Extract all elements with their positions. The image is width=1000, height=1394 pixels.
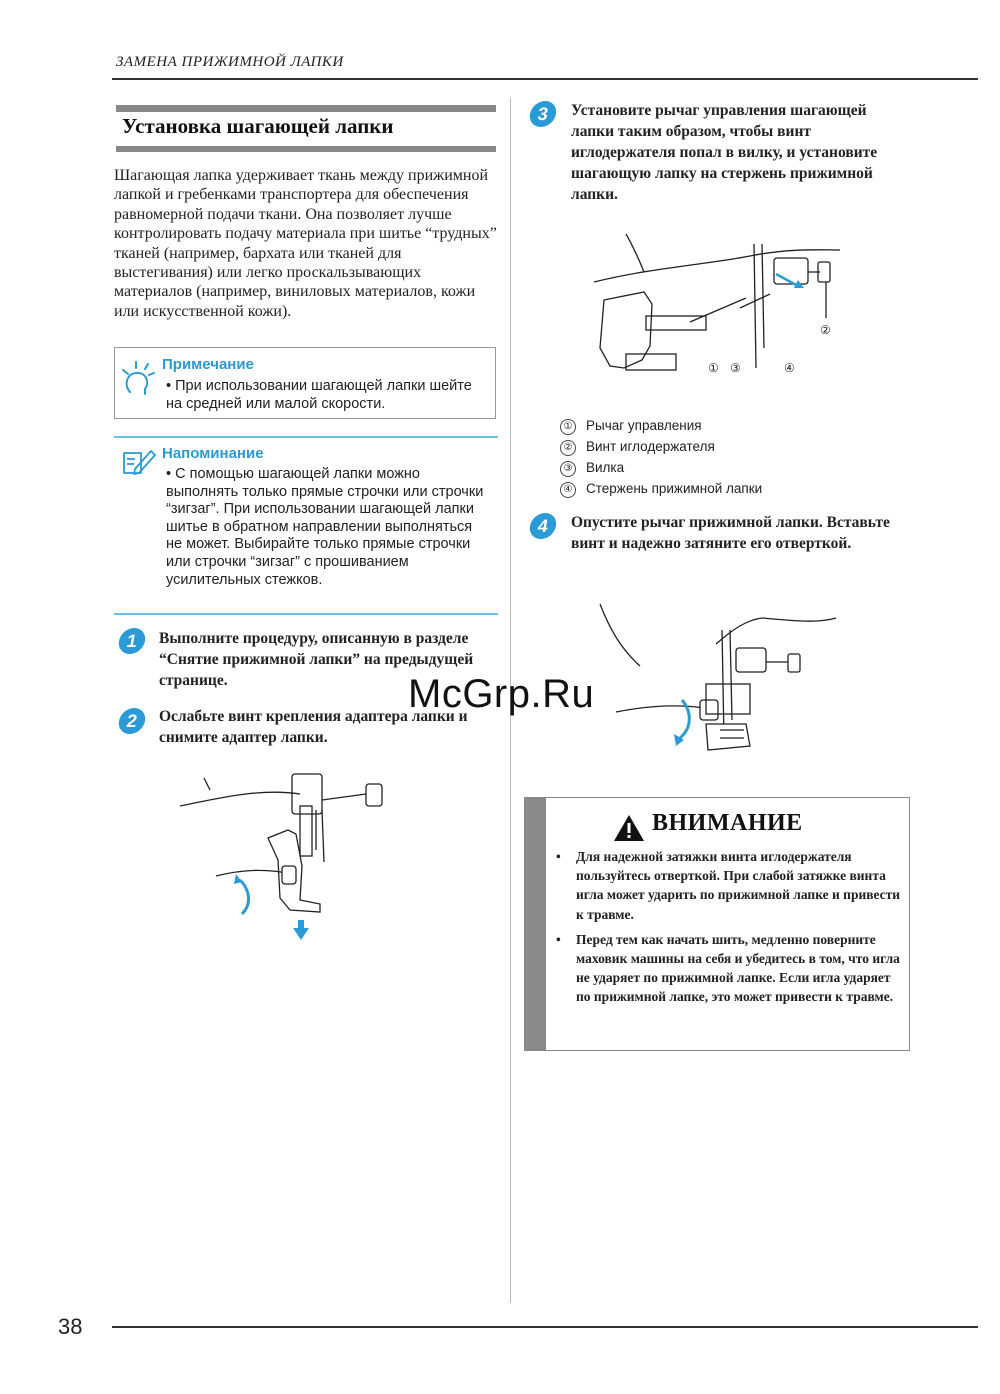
note-title: Примечание	[162, 356, 254, 373]
step-2-text: Ослабьте винт крепления адаптера лапки и снимите адаптер лапки.	[159, 708, 468, 746]
step-1-badge: 1	[117, 628, 148, 654]
lightbulb-icon	[120, 360, 158, 400]
step-4-text: Опустите рычаг прижимной лапки. Вставьте винт и надежно затяните его отверткой.	[571, 514, 890, 552]
legend-label: Рычаг управления	[586, 418, 702, 433]
figure-tighten-screw	[596, 600, 846, 770]
caution-title: ВНИМАНИЕ	[652, 810, 803, 836]
section-title: Установка шагающей лапки	[122, 114, 394, 138]
legend-item	[560, 439, 715, 456]
callout-4: ④	[784, 361, 795, 375]
reminder-title: Напоминание	[162, 445, 264, 462]
caution-bullet: •	[556, 931, 561, 947]
legend-num: ②	[560, 440, 576, 456]
legend-num: ④	[560, 482, 576, 498]
step-4-badge: 4	[528, 513, 559, 539]
section-bar-bottom	[116, 146, 496, 152]
caution-item-text: Для надежной затяжки винта иглодержателя пользуйтесь отверткой. При слабой затяжке винта игла может ударить по прижимной лапке и привести к травме.	[576, 849, 901, 922]
reminder-text: • С помощью шагающей лапки можно выполнять только прямые строчки или строчки “зигзаг”. При использовании шагающей лапки шитье в обратном направлении выполняться не может. Выбирайте только прямые строчки или строчки “зигзаг” с прошиванием усилительных стежков.	[166, 466, 484, 588]
page-number: 38	[58, 1314, 83, 1339]
section-bar-top	[116, 105, 496, 112]
step-1-text: Выполните процедуру, описанную в разделе “Снятие прижимной лапки” на предыдущей странице.	[159, 630, 474, 689]
footer-rule	[112, 1326, 978, 1328]
caution-item-text: Перед тем как начать шить, медленно поверните маховик машины на себя и убедитесь в том, что игла не ударяет по прижимной лапке. Если игла ударяет по прижимной лапке, это может привести к травме.	[576, 931, 900, 1005]
legend-item	[560, 460, 624, 477]
intro-paragraph: Шагающая лапка удерживает ткань между прижимной лапкой и гребенками транспортера для обеспечения равномерной подачи ткани. Она позволяет лучше контролировать подачу материала при шитье “трудных” тканей (например, бархата или тканей для выстегивания) или легко проскальзывающих материалов (например, виниловых материалов, кожи или искусственной кожи).	[114, 167, 497, 320]
step-3-text: Установите рычаг управления шагающей лапки таким образом, чтобы винт иглодержателя попал в вилку, и установите шагающую лапку на стержень прижимной лапки.	[571, 102, 878, 203]
legend-label: Винт иглодержателя	[586, 439, 715, 454]
legend-num: ①	[560, 419, 576, 435]
callout-3: ③	[730, 361, 741, 375]
legend-label: Стержень прижимной лапки	[586, 481, 763, 496]
figure-install-walking-foot	[590, 228, 850, 388]
step-3-badge: 3	[528, 101, 559, 127]
caution-side-strip	[525, 798, 546, 1050]
callout-1: ①	[708, 361, 719, 375]
caution-bullet: •	[556, 849, 561, 864]
reminder-rule-top	[114, 436, 498, 438]
figure-remove-adapter	[180, 770, 400, 950]
reminder-rule-bottom	[114, 613, 498, 615]
memo-pencil-icon	[121, 447, 157, 477]
watermark: McGrp.Ru	[408, 672, 595, 716]
header-rule	[112, 78, 978, 80]
warning-triangle-icon	[613, 814, 645, 842]
legend-label: Вилка	[586, 460, 625, 475]
running-header: ЗАМЕНА ПРИЖИМНОЙ ЛАПКИ	[116, 54, 344, 70]
step-2-badge: 2	[117, 708, 148, 734]
legend-item	[560, 418, 702, 435]
note-text: • При использовании шагающей лапки шейте на средней или малой скорости.	[166, 378, 472, 412]
legend-num: ③	[560, 461, 576, 477]
caution-item	[556, 930, 902, 1007]
callout-2: ②	[820, 323, 831, 337]
caution-list	[556, 847, 902, 1013]
caution-item	[556, 847, 902, 924]
legend-item	[560, 481, 762, 498]
